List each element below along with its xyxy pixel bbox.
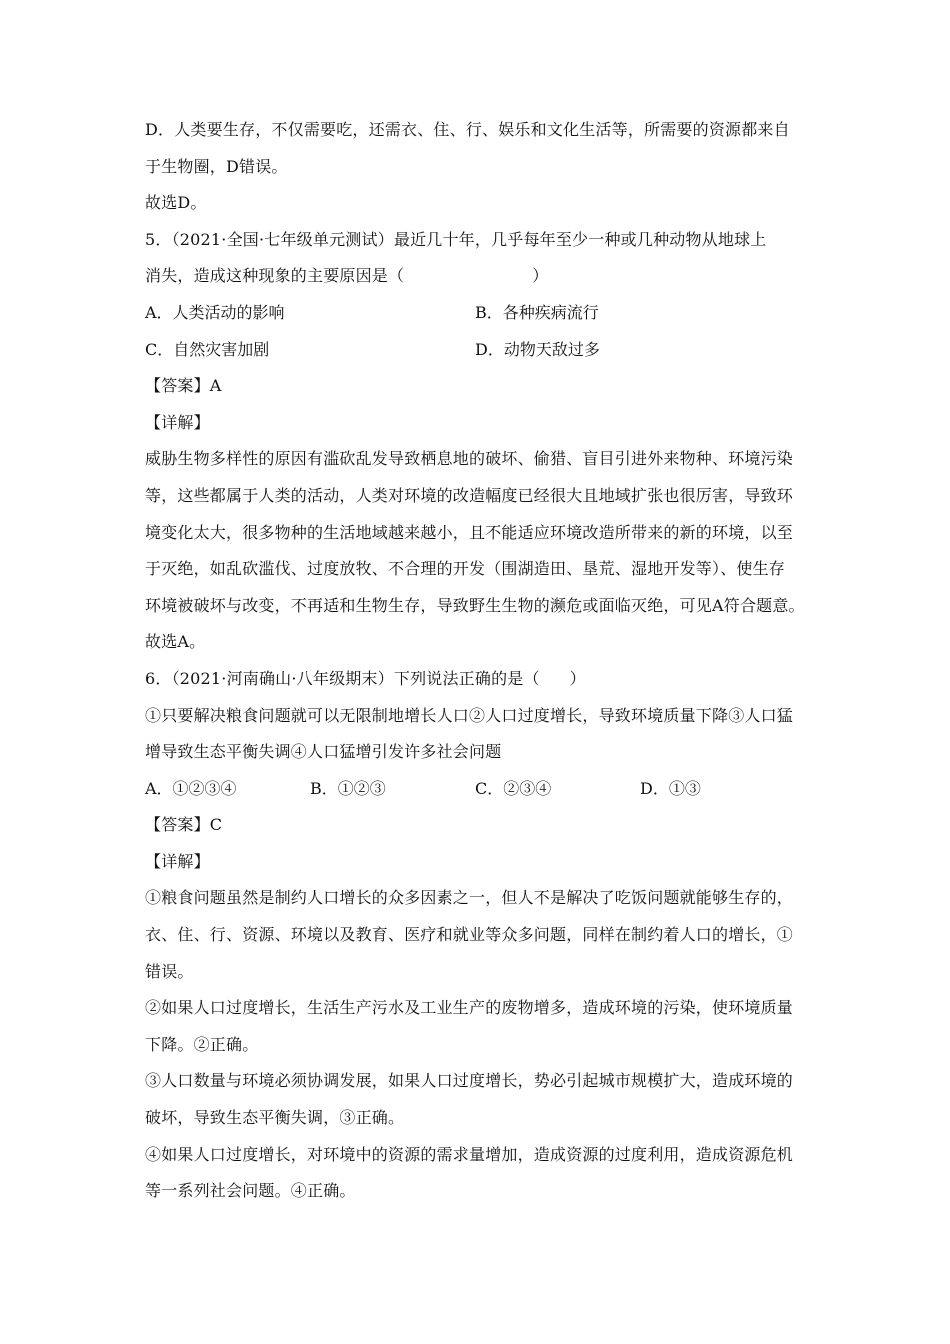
q6-explanation-line: ②如果人口过度增长，生活生产污水及工业生产的废物增多，造成环境的污染，使环境质量 [145,998,794,1018]
document-page [145,112,810,1210]
q5-option-a: A．人类活动的影响 [145,302,285,322]
q6-option-b: B．①②③ [310,778,386,798]
q5-explanation-line: 于灭绝，如乱砍滥伐、过度放牧、不合理的开发（围湖造田、垦荒、湿地开发等）、使生存 [145,559,786,579]
q6-option-c: C．②③④ [475,778,552,798]
q5-stem-line2-end: ） [532,266,549,286]
q6-statements-line1: ①只要解决粮食问题就可以无限制地增长人口②人口过度增长，导致环境质量下降③人口猛 [145,705,794,725]
q5-explanation-line: 境变化太大，很多物种的生活地域越来越小，且不能适应环境改造所带来的新的环境，以至 [145,522,794,542]
q5-option-b: B．各种疾病流行 [475,302,599,322]
q5-explanation-line: 环境被破坏与改变，不再适和生物生存，导致野生生物的濒危或面临灭绝，可见A符合题意。 [145,595,805,615]
q5-option-d: D．动物天敌过多 [475,339,600,359]
q5-stem-line1: 5．（2021·全国·七年级单元测试）最近几十年，几乎每年至少一种或几种动物从地球上 [145,229,767,249]
q5-options-row1 [145,295,810,332]
q6-option-d: D．①③ [640,778,701,798]
q6-explanation-line: 等一系列社会问题。④正确。 [145,1181,356,1201]
q6-answer: 【答案】C [145,815,223,835]
q6-stem-end: ） [569,668,586,688]
prev-option-d-line1: D．人类要生存，不仅需要吃，还需衣、住、行、娱乐和文化生活等，所需要的资源都来自 [145,120,790,139]
q5-explanation-line: 威胁生物多样性的原因有滥砍乱发导致栖息地的破坏、偷猎、盲目引进外来物种、环境污染 [145,449,794,469]
prev-conclusion: 故选D。 [145,193,207,213]
q6-explanation-line: ①粮食问题虽然是制约人口增长的众多因素之一，但人不是解决了吃饭问题就能够生存的， [145,888,794,908]
q6-detail-label: 【详解】 [145,851,210,871]
q5-conclusion: 故选A。 [145,632,206,652]
q5-detail-label: 【详解】 [145,412,210,432]
q5-stem-line2 [145,258,810,295]
q6-option-a: A．①②③④ [145,778,237,798]
q6-explanation-line: ④如果人口过度增长，对环境中的资源的需求量增加，造成资源的过度利用，造成资源危机 [145,1144,794,1164]
q6-explanation-line: 破坏，导致生态平衡失调，③正确。 [145,1108,405,1128]
q6-explanation-line: 下降。②正确。 [145,1034,259,1054]
q6-statements-line2: 增导致生态平衡失调④人口猛增引发许多社会问题 [145,742,502,762]
q6-options-row [145,771,810,808]
q5-option-c: C．自然灾害加剧 [145,339,270,359]
q6-explanation-line: ③人口数量与环境必须协调发展，如果人口过度增长，势必引起城市规模扩大，造成环境的 [145,1071,794,1091]
q6-explanation-line: 衣、住、行、资源、环境以及教育、医疗和就业等众多问题，同样在制约着人口的增长，① [145,925,794,945]
prev-option-d-line2: 于生物圈，D错误。 [145,156,288,176]
q5-options-row2 [145,332,810,369]
q5-explanation-line: 等，这些都属于人类的活动，人类对环境的改造幅度已经很大且地域扩张也很厉害，导致环 [145,485,794,505]
q6-stem [145,661,810,698]
q5-stem-line2-start: 消失，造成这种现象的主要原因是（ [145,266,405,286]
q6-stem-start: 6．（2021·河南确山·八年级期末）下列说法正确的是（ [145,668,540,688]
q6-explanation-line: 错误。 [145,961,194,981]
q5-answer: 【答案】A [145,376,222,396]
